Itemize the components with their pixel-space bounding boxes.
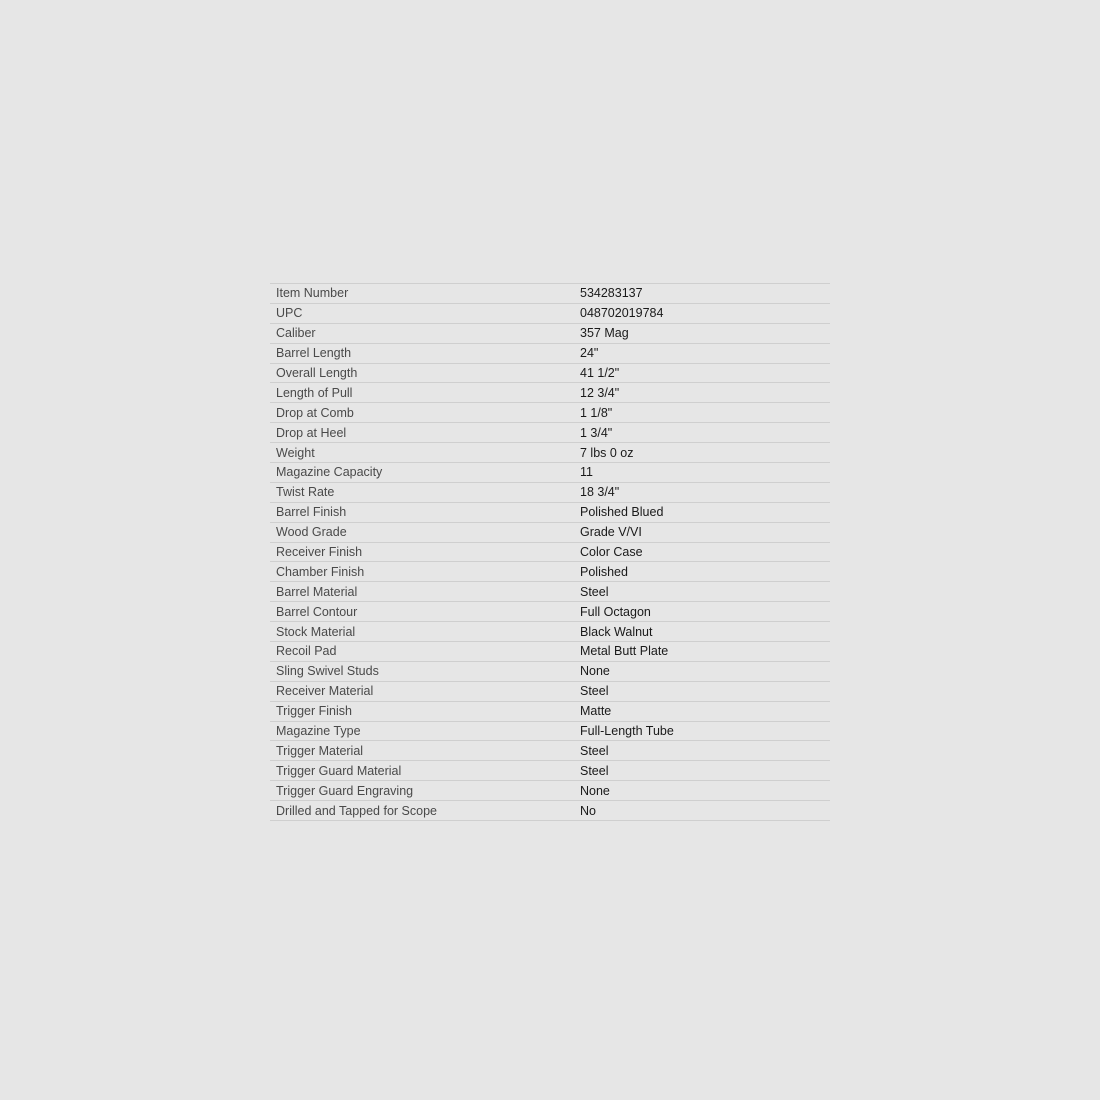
spec-value: 12 3/4" (580, 383, 830, 403)
spec-row-twist-rate (270, 482, 830, 502)
spec-row-caliber (270, 323, 830, 343)
spec-row-length-of-pull (270, 383, 830, 403)
spec-value: Steel (580, 761, 830, 781)
spec-label: Magazine Capacity (270, 463, 580, 483)
spec-label: Twist Rate (270, 482, 580, 502)
spec-row-receiver-material (270, 681, 830, 701)
spec-value: Metal Butt Plate (580, 642, 830, 662)
spec-row-overall-length (270, 363, 830, 383)
spec-label: Chamber Finish (270, 562, 580, 582)
spec-row-drop-at-heel (270, 423, 830, 443)
spec-row-barrel-finish (270, 502, 830, 522)
spec-row-barrel-length (270, 343, 830, 363)
spec-label: Receiver Material (270, 681, 580, 701)
spec-row-drop-at-comb (270, 403, 830, 423)
spec-label: Magazine Type (270, 721, 580, 741)
spec-label: Trigger Guard Engraving (270, 781, 580, 801)
spec-value: Steel (580, 582, 830, 602)
spec-row-recoil-pad (270, 642, 830, 662)
spec-value: Polished (580, 562, 830, 582)
spec-label: Weight (270, 443, 580, 463)
spec-value: 24" (580, 343, 830, 363)
spec-label: Wood Grade (270, 522, 580, 542)
spec-value: Full Octagon (580, 602, 830, 622)
spec-value: 7 lbs 0 oz (580, 443, 830, 463)
spec-row-barrel-material (270, 582, 830, 602)
spec-label: Drilled and Tapped for Scope (270, 801, 580, 821)
spec-value: None (580, 661, 830, 681)
spec-value: Full-Length Tube (580, 721, 830, 741)
spec-label: Item Number (270, 284, 580, 304)
spec-row-drilled-and-tapped (270, 801, 830, 821)
spec-row-wood-grade (270, 522, 830, 542)
spec-label: Trigger Material (270, 741, 580, 761)
spec-label: Barrel Finish (270, 502, 580, 522)
spec-label: Receiver Finish (270, 542, 580, 562)
spec-value: None (580, 781, 830, 801)
spec-row-receiver-finish (270, 542, 830, 562)
spec-label: Barrel Contour (270, 602, 580, 622)
spec-label: Overall Length (270, 363, 580, 383)
spec-value: Grade V/VI (580, 522, 830, 542)
spec-label: Caliber (270, 323, 580, 343)
spec-label: Barrel Material (270, 582, 580, 602)
spec-label: Length of Pull (270, 383, 580, 403)
spec-value: Polished Blued (580, 502, 830, 522)
spec-value: Steel (580, 681, 830, 701)
spec-value: Steel (580, 741, 830, 761)
spec-row-magazine-type (270, 721, 830, 741)
spec-value: 534283137 (580, 284, 830, 304)
spec-row-barrel-contour (270, 602, 830, 622)
spec-label: Sling Swivel Studs (270, 661, 580, 681)
spec-label: Barrel Length (270, 343, 580, 363)
spec-row-weight (270, 443, 830, 463)
spec-label: Recoil Pad (270, 642, 580, 662)
specifications-table (270, 283, 830, 821)
spec-value: 1 1/8" (580, 403, 830, 423)
spec-value: No (580, 801, 830, 821)
spec-row-upc (270, 303, 830, 323)
spec-label: Trigger Guard Material (270, 761, 580, 781)
spec-row-magazine-capacity (270, 463, 830, 483)
spec-row-trigger-guard-engraving (270, 781, 830, 801)
spec-row-stock-material (270, 622, 830, 642)
spec-value: Black Walnut (580, 622, 830, 642)
spec-value: 1 3/4" (580, 423, 830, 443)
spec-label: Drop at Comb (270, 403, 580, 423)
spec-value: Matte (580, 701, 830, 721)
spec-row-sling-swivel-studs (270, 661, 830, 681)
spec-row-trigger-material (270, 741, 830, 761)
spec-label: Drop at Heel (270, 423, 580, 443)
spec-row-item-number (270, 284, 830, 304)
spec-row-chamber-finish (270, 562, 830, 582)
spec-row-trigger-guard-material (270, 761, 830, 781)
spec-label: UPC (270, 303, 580, 323)
spec-value: 41 1/2" (580, 363, 830, 383)
spec-value: 048702019784 (580, 303, 830, 323)
spec-value: 18 3/4" (580, 482, 830, 502)
spec-value: Color Case (580, 542, 830, 562)
spec-value: 357 Mag (580, 323, 830, 343)
spec-value: 11 (580, 463, 830, 483)
spec-label: Trigger Finish (270, 701, 580, 721)
spec-row-trigger-finish (270, 701, 830, 721)
spec-label: Stock Material (270, 622, 580, 642)
